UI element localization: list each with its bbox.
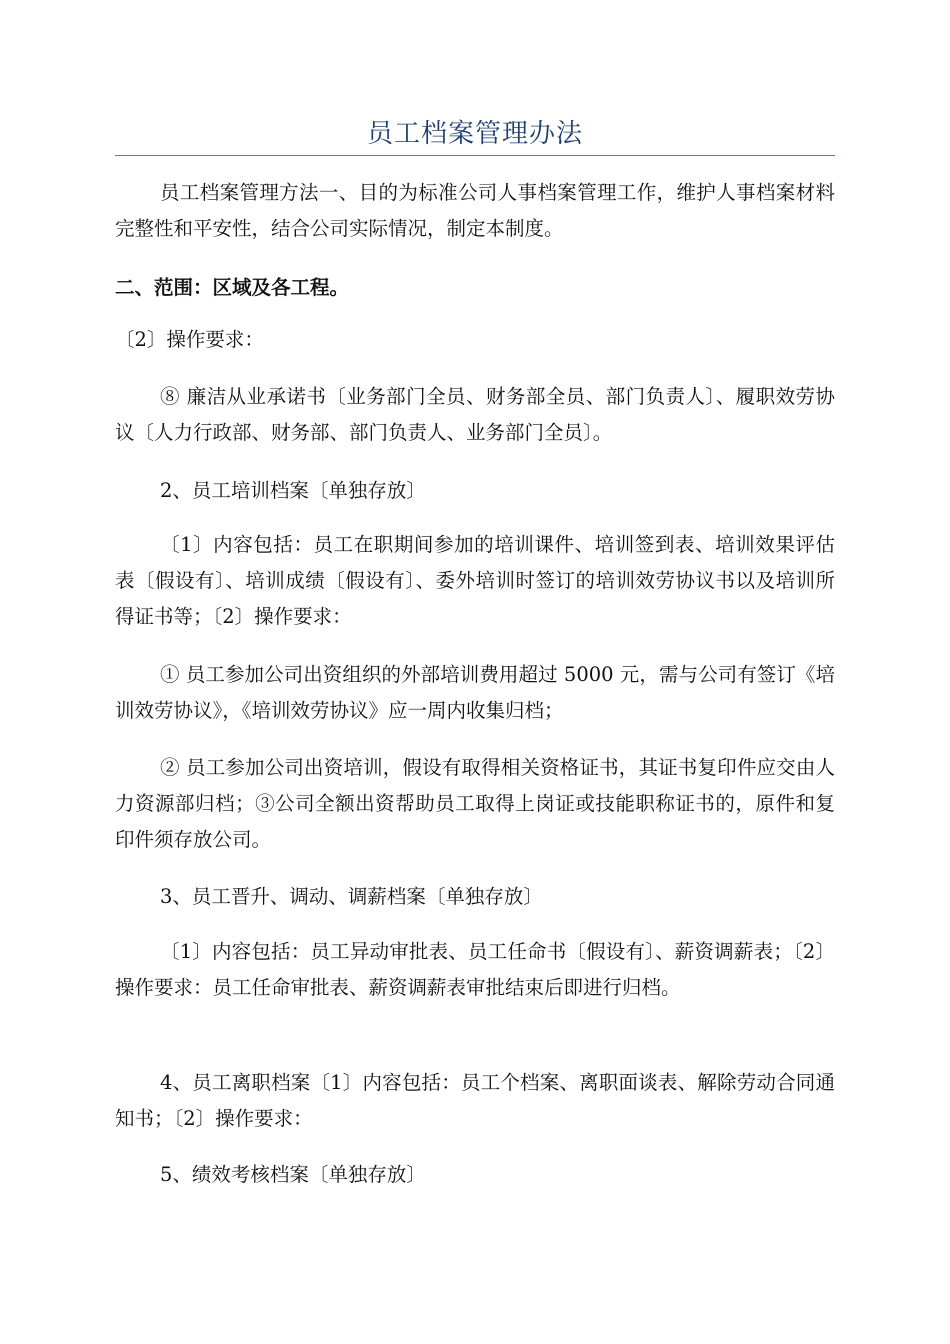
paragraph-resignation-archive: 4、员工离职档案〔1〕内容包括：员工个档案、离职面谈表、解除劳动合同通知书；〔2〕操作要求：: [115, 1071, 835, 1130]
paragraph-item-8: ⑧ 廉洁从业承诺书〔业务部门全员、财务部全员、部门负责人〕、履职效劳协议〔人力行政部、财务部、部门负责人、业务部门全员〕。: [115, 385, 835, 444]
paragraph-training-fee: ① 员工参加公司出资组织的外部培训费用超过 5000 元，需与公司有签订《培训效劳协议》，《培训效劳协议》应一周内收集归档；: [115, 663, 835, 722]
document-title: 员工档案管理办法: [366, 119, 583, 149]
paragraph-scope: 二、范围：区域及各工程。: [115, 276, 350, 299]
paragraph-training-content: 〔1〕内容包括：员工在职期间参加的培训课件、培训签到表、培训效果评估表〔假设有〕、培训成绩〔假设有〕、委外培训时签订的培训效劳协议书以及培训所得证书等；〔2〕操作要求：: [115, 533, 835, 628]
paragraph-promotion-archive: 3、员工晋升、调动、调薪档案〔单独存放〕: [160, 885, 543, 908]
title-underline: [115, 155, 835, 156]
paragraph-purpose: 员工档案管理方法一、目的为标准公司人事档案管理工作，维护人事档案材料完整性和平安性，结合公司实际情况，制定本制度。: [115, 181, 835, 240]
paragraph-operation-requirements: 〔2〕操作要求：: [115, 328, 264, 351]
paragraph-promotion-content: 〔1〕内容包括：员工异动审批表、员工任命书〔假设有〕、薪资调薪表；〔2〕操作要求：员工任命审批表、薪资调薪表审批结束后即进行归档。: [115, 940, 835, 999]
paragraph-training-certificate: ② 员工参加公司出资培训，假设有取得相关资格证书，其证书复印件应交由人力资源部归档；③公司全额出资帮助员工取得上岗证或技能职称证书的，原件和复印件须存放公司。: [115, 756, 835, 851]
paragraph-training-archive: 2、员工培训档案〔单独存放〕: [160, 479, 426, 502]
paragraph-performance-archive: 5、绩效考核档案〔单独存放〕: [160, 1163, 426, 1186]
